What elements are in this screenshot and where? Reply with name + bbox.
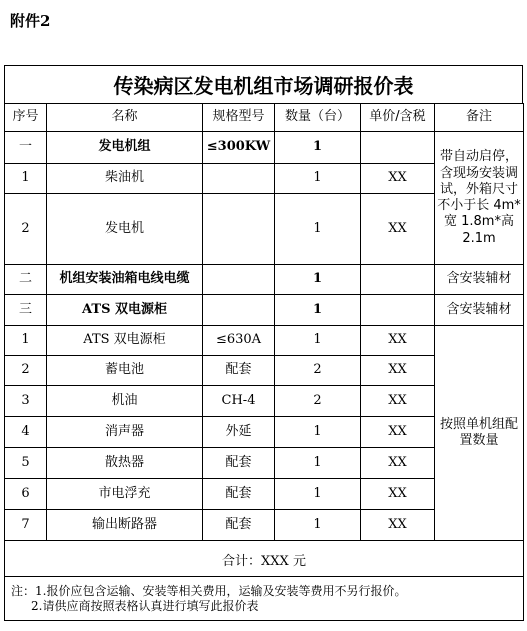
total-cell (5, 541, 524, 577)
row-name: 机组安装油箱电线电缆 (47, 265, 203, 295)
row-price (361, 132, 435, 164)
row-name: 蓄电池 (47, 356, 203, 386)
header-price: 单价/含税 (361, 104, 435, 132)
remark-cable: 含安装辅材 (435, 265, 524, 295)
row-qty: 1 (275, 132, 361, 164)
row-name: 输出断路器 (47, 510, 203, 541)
row-price (361, 295, 435, 326)
row-spec (203, 164, 275, 194)
row-qty: 1 (275, 295, 361, 326)
row-name: 发电机组 (47, 132, 203, 164)
total-row (5, 541, 524, 577)
header-row (5, 104, 524, 132)
row-spec: ≤300KW (203, 132, 275, 164)
table-title: 传染病区发电机组市场调研报价表 (4, 65, 523, 103)
header-spec: 规格型号 (203, 104, 275, 132)
row-name: 机油 (47, 386, 203, 417)
row-spec: 配套 (203, 356, 275, 386)
row-qty: 2 (275, 386, 361, 417)
row-no: 3 (5, 386, 47, 417)
remark-per-unit: 按照单机组配置数量 (435, 326, 524, 541)
row-price: XX (361, 510, 435, 541)
row-name: 市电浮充 (47, 479, 203, 510)
row-spec: ≤630A (203, 326, 275, 356)
row-qty: 1 (275, 265, 361, 295)
row-no: 2 (5, 194, 47, 265)
remark-generator-set: 带自动启停，含现场安装调试，外箱尺寸不小于长 4m*宽 1.8m*高 2.1m (435, 132, 524, 265)
row-spec: 外延 (203, 417, 275, 448)
header-no: 序号 (5, 104, 47, 132)
row-no: 1 (5, 164, 47, 194)
row-spec: CH-4 (203, 386, 275, 417)
footnote-line-2: 2.请供应商按照表格认真进行填写此报价表 (31, 598, 259, 613)
row-no: 5 (5, 448, 47, 479)
row-price: XX (361, 164, 435, 194)
row-price: XX (361, 194, 435, 265)
row-price: XX (361, 356, 435, 386)
row-qty: 1 (275, 479, 361, 510)
table-row (5, 326, 524, 356)
row-price: XX (361, 386, 435, 417)
row-spec: 配套 (203, 448, 275, 479)
footnote-line-1: 注：1.报价应包含运输、安装等相关费用，运输及安装等费用不另行报价。 (11, 583, 407, 598)
footnote-row (5, 577, 524, 621)
row-spec (203, 265, 275, 295)
table-row (5, 265, 524, 295)
row-no: 1 (5, 326, 47, 356)
header-qty: 数量（台） (275, 104, 361, 132)
row-name: 发电机 (47, 194, 203, 265)
attachment-label: 附件2 (10, 12, 51, 30)
row-qty: 1 (275, 417, 361, 448)
row-name: 柴油机 (47, 164, 203, 194)
row-name: 散热器 (47, 448, 203, 479)
row-no: 一 (5, 132, 47, 164)
row-spec (203, 295, 275, 326)
row-spec: 配套 (203, 479, 275, 510)
row-no: 三 (5, 295, 47, 326)
row-spec (203, 194, 275, 265)
row-price: XX (361, 326, 435, 356)
row-qty: 2 (275, 356, 361, 386)
row-qty: 1 (275, 326, 361, 356)
header-name: 名称 (47, 104, 203, 132)
row-price: XX (361, 479, 435, 510)
row-no: 2 (5, 356, 47, 386)
remark-ats: 含安装辅材 (435, 295, 524, 326)
row-name: ATS 双电源柜 (47, 326, 203, 356)
table-row (5, 295, 524, 326)
table-row (5, 132, 524, 164)
row-qty: 1 (275, 164, 361, 194)
total-text: 合计：XXX 元 (222, 553, 306, 569)
row-no: 6 (5, 479, 47, 510)
row-no: 7 (5, 510, 47, 541)
row-no: 4 (5, 417, 47, 448)
row-spec: 配套 (203, 510, 275, 541)
row-qty: 1 (275, 510, 361, 541)
header-remark: 备注 (435, 104, 524, 132)
row-no: 二 (5, 265, 47, 295)
row-name: 消声器 (47, 417, 203, 448)
row-qty: 1 (275, 194, 361, 265)
quotation-table (4, 103, 524, 621)
row-price: XX (361, 417, 435, 448)
row-qty: 1 (275, 448, 361, 479)
row-name: ATS 双电源柜 (47, 295, 203, 326)
row-price: XX (361, 448, 435, 479)
footnote-cell (5, 577, 524, 621)
row-price (361, 265, 435, 295)
